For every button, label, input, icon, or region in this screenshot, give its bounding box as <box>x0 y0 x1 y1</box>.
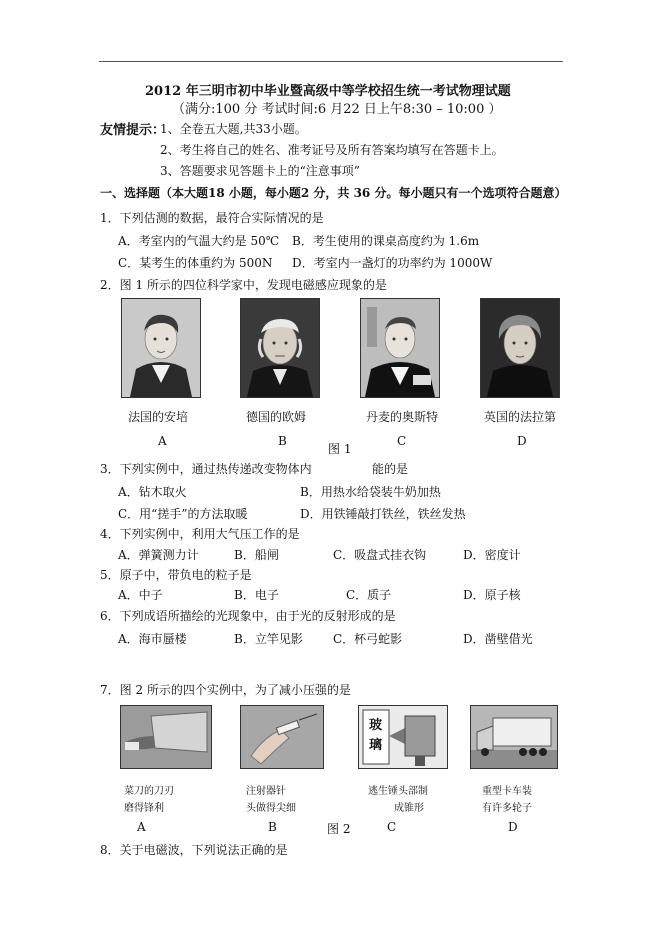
q4-option-c: C．吸盘式挂衣钩 <box>333 548 427 562</box>
q3-stem-tail: 能的是 <box>372 462 409 476</box>
faraday-portrait-drawing <box>481 299 559 397</box>
notes-label: 友情提示： <box>100 123 166 138</box>
q4-option-d: D．密度计 <box>463 548 521 562</box>
portrait-ohm <box>240 298 320 398</box>
q7-letter-d: D <box>508 820 518 834</box>
q8-stem: 8．关于电磁波，下列说法正确的是 <box>100 843 288 857</box>
q2-letter-b: B <box>278 434 287 448</box>
q6-option-c: C．杯弓蛇影 <box>333 632 403 646</box>
note-item-3: 3、答题要求见答题卡上的“注意事项” <box>160 164 360 178</box>
q5-option-b: B．电子 <box>234 588 279 602</box>
figure-1-label: 图 1 <box>328 442 352 456</box>
syringe-drawing <box>241 706 323 768</box>
q7-caption-c-line2: 成锥形 <box>394 803 424 814</box>
q6-option-d: D．凿壁借光 <box>463 632 533 646</box>
q1-option-b: B．考生使用的课桌高度约为 1.6m <box>292 234 480 248</box>
q7-image-truck <box>470 705 558 769</box>
q2-letter-a: A <box>158 434 167 448</box>
q1-option-a: A．考室内的气温大约是 50℃ <box>118 234 280 248</box>
q2-letter-d: D <box>517 434 527 448</box>
q7-image-knife <box>120 705 212 769</box>
glass-label: 玻璃 <box>369 718 383 753</box>
kitchen-knife-drawing <box>121 706 211 768</box>
section-heading: 一、选择题（本大题18 小题，每小题2 分，共 36 分。每小题只有一个选项符合题意） <box>100 186 567 200</box>
q7-caption-a-line2: 磨得锋利 <box>124 803 164 814</box>
q2-caption-c: 丹麦的奥斯特 <box>366 410 439 424</box>
ampere-portrait-drawing <box>122 299 200 397</box>
exam-title: 2012 年三明市初中毕业暨高级中等学校招生统一考试物理试题 <box>145 84 511 99</box>
q6-stem: 6．下列成语所描绘的光现象中，由于光的反射形成的是 <box>100 609 396 623</box>
q7-letter-b: B <box>268 820 277 834</box>
q5-option-c: C．质子 <box>346 588 392 602</box>
top-rule <box>99 61 563 62</box>
q1-stem: 1．下列估测的数据，最符合实际情况的是 <box>100 211 324 225</box>
q4-option-a: A．弹簧测力计 <box>118 548 199 562</box>
figure-2-label: 图 2 <box>327 822 351 836</box>
q7-caption-d-line1: 重型卡车装 <box>482 786 532 797</box>
q7-letter-c: C <box>387 820 397 834</box>
q5-stem: 5．原子中，带负电的粒子是 <box>100 568 252 582</box>
truck-drawing <box>471 706 557 768</box>
q3-option-d: D．用铁锤敲打铁丝，铁丝发热 <box>300 507 466 521</box>
q6-option-a: A．海市蜃楼 <box>118 632 187 646</box>
note-item-1: 1、全卷五大题,共33小题。 <box>160 122 307 136</box>
portrait-faraday <box>480 298 560 398</box>
q7-caption-d-line2: 有许多轮子 <box>482 803 532 814</box>
q5-option-a: A．中子 <box>118 588 163 602</box>
q2-letter-c: C <box>397 434 407 448</box>
q7-caption-c-line1: 逃生锤头部制 <box>368 786 428 797</box>
q4-stem: 4．下列实例中，利用大气压工作的是 <box>100 527 300 541</box>
portrait-ampere <box>121 298 201 398</box>
q6-option-b: B．立竿见影 <box>234 632 303 646</box>
q7-letter-a: A <box>137 820 146 834</box>
q7-image-escape-hammer <box>358 705 448 769</box>
q7-caption-b-line1: 注射器针 <box>246 786 286 797</box>
q1-option-c: C．某考生的体重约为 500N <box>118 256 273 270</box>
q4-option-b: B．船闸 <box>234 548 279 562</box>
portrait-oersted <box>360 298 440 398</box>
q2-stem: 2．图 1 所示的四位科学家中，发现电磁感应现象的是 <box>100 278 387 292</box>
q1-option-d: D．考室内一盏灯的功率约为 1000W <box>292 256 493 270</box>
q5-option-d: D．原子核 <box>463 588 521 602</box>
q7-image-syringe <box>240 705 324 769</box>
q2-caption-b: 德国的欧姆 <box>246 410 307 424</box>
ohm-portrait-drawing <box>241 299 319 397</box>
q3-option-b: B．用热水给袋装牛奶加热 <box>300 485 441 499</box>
q2-caption-d: 英国的法拉第 <box>484 410 557 424</box>
q7-stem: 7．图 2 所示的四个实例中，为了减小压强的是 <box>100 683 351 697</box>
q3-option-a: A．钻木取火 <box>118 485 187 499</box>
q3-option-c: C．用“搓手”的方法取暖 <box>118 507 248 521</box>
note-item-2: 2、考生将自己的姓名、准考证号及所有答案均填写在答题卡上。 <box>160 143 504 157</box>
q7-caption-a-line1: 菜刀的刀刃 <box>124 786 174 797</box>
oersted-portrait-drawing <box>361 299 439 397</box>
exam-subtitle: （满分:100 分 考试时间:6 月22 日上午8:30 – 10:00 ） <box>172 102 502 117</box>
q7-caption-b-line2: 头做得尖细 <box>246 803 296 814</box>
q2-caption-a: 法国的安培 <box>128 410 189 424</box>
q3-stem: 3．下列实例中，通过热传递改变物体内 <box>100 462 312 476</box>
